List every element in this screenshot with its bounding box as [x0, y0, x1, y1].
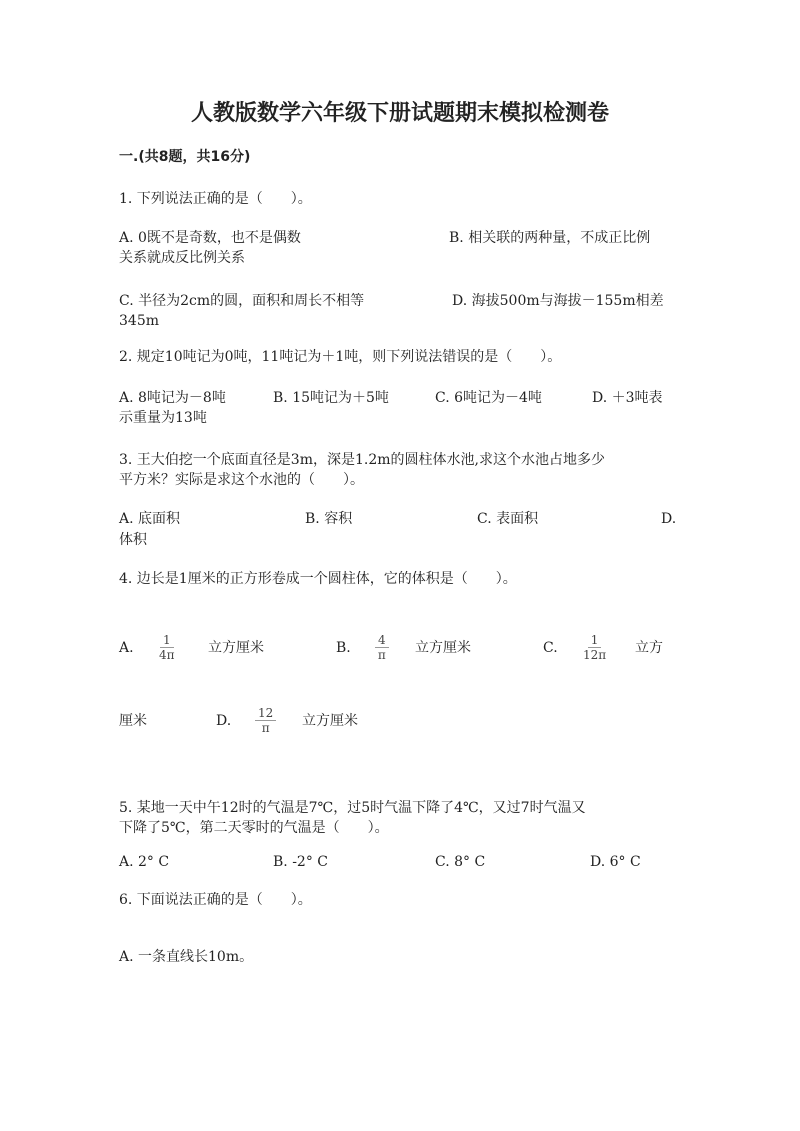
q4-c-unit: 立方: [635, 640, 663, 656]
q5-option-a: A. 2° C: [119, 854, 170, 870]
q5-stem-cont: 下降了5℃，第二天零时的气温是（ ）。: [119, 820, 389, 836]
q4-d-fraction: $\frac{12}{\pi}$: [255, 706, 276, 735]
q5-option-c: C. 8° C: [435, 854, 486, 870]
q4-a-fraction: $\frac{1}{4\pi}$: [159, 633, 175, 662]
q3-stem-cont: 平方米？实际是求这个水池的（ ）。: [119, 472, 364, 488]
q2-option-b: B. 15吨记为＋5吨: [273, 390, 389, 406]
q1-option-d-cont: 345m: [119, 313, 159, 329]
q1-option-b-cont: 关系就成反比例关系: [119, 250, 245, 266]
q5-option-b: B. -2° C: [273, 854, 328, 870]
q1-option-b: B. 相关联的两种量，不成正比例: [449, 230, 651, 246]
q3-option-a: A. 底面积: [119, 511, 181, 527]
q2-stem: 2. 规定10吨记为0吨，11吨记为＋1吨，则下列说法错误的是（ ）。: [119, 349, 562, 365]
q1-stem: 1. 下列说法正确的是（ ）。: [119, 191, 312, 207]
q4-a-unit: 立方厘米: [208, 640, 264, 656]
q3-option-b: B. 容积: [305, 511, 353, 527]
q4-d-unit: 立方厘米: [302, 713, 358, 729]
q3-option-c: C. 表面积: [477, 511, 539, 527]
q6-option-a: A. 一条直线长10m。: [119, 949, 254, 965]
q1-option-c: C. 半径为2cm的圆，面积和周长不相等: [119, 293, 365, 309]
q3-stem: 3. 王大伯挖一个底面直径是3m，深是1.2m的圆柱体水池,求这个水池占地多少: [119, 452, 605, 468]
q1-option-d: D. 海拔500m与海拔－155m相差: [452, 293, 664, 309]
q1-option-a: A. 0既不是奇数，也不是偶数: [119, 230, 301, 246]
q4-option-d: D.: [216, 713, 232, 729]
q2-option-a: A. 8吨记为－8吨: [119, 390, 226, 406]
page-title: 人教版数学六年级下册试题期末模拟检测卷: [190, 101, 609, 126]
q3-option-d-cont: 体积: [119, 532, 147, 548]
q4-c-fraction: $\frac{1}{12\pi}$: [583, 633, 607, 662]
q5-stem: 5. 某地一天中午12时的气温是7℃，过5时气温下降了4℃，又过7时气温又: [119, 800, 586, 816]
q4-b-fraction: $\frac{4}{\pi}$: [375, 633, 389, 662]
q2-option-d: D. ＋3吨表: [592, 390, 663, 406]
q4-stem: 4. 边长是1厘米的正方形卷成一个圆柱体，它的体积是（ ）。: [119, 571, 517, 587]
q2-option-d-cont: 示重量为13吨: [119, 410, 207, 426]
q6-stem: 6. 下面说法正确的是（ ）。: [119, 892, 312, 908]
q4-option-b: B.: [336, 640, 351, 656]
q2-option-c: C. 6吨记为－4吨: [435, 390, 542, 406]
q4-option-c: C.: [543, 640, 558, 656]
section-heading: 一.(共8题，共16分): [119, 149, 251, 165]
q5-option-d: D. 6° C: [590, 854, 641, 870]
q4-option-a: A.: [119, 640, 134, 656]
q4-b-unit: 立方厘米: [415, 640, 471, 656]
q3-option-d: D.: [661, 511, 677, 527]
q4-c-unit-cont: 厘米: [119, 713, 147, 729]
